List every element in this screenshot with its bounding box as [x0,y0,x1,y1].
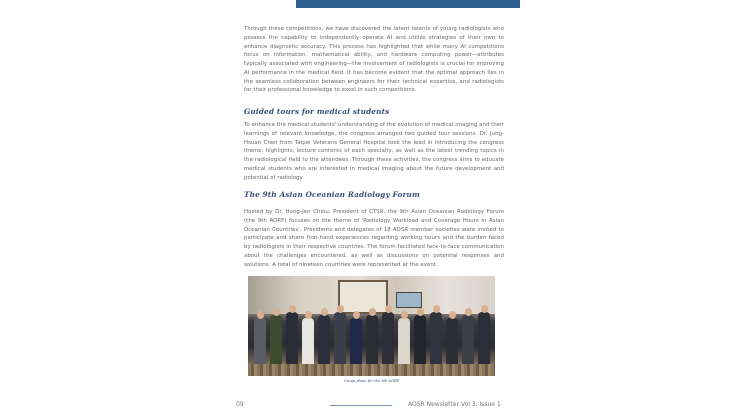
photo-person-head [321,308,328,316]
photo-person [350,318,362,368]
photo-person-head [289,305,296,313]
photo-person-head [353,311,360,319]
photo-person-head [401,311,408,319]
photo-person-head [465,308,472,316]
photo-person [462,315,474,368]
photo-person-head [337,305,344,313]
aorf-heading: The 9th Asian Oceanian Radiology Forum [244,190,420,199]
photo-screen [396,292,422,308]
photo-caption: Group photo for the 9th AORF [343,379,400,383]
photo-person [302,318,314,368]
photo-person-head [417,308,424,316]
aorf-paragraph: Hosted by Dr. Hong-Jen Chiou, President of CTSR, the 9th Asian Oceanian Radiology Forum (the 9th AORF) focuses on the theme of 'Radiology Workload and Coverage Hours in Asian Oceanian Countries'. Presidents and delegates of 18 AOSR member societies were invited to participate and share first-hand experiences regarding working hours and the burden faced by radiologists in their respective countries. The forum facilitated face-to-face communication about the challenges encountered, as well as discussions on potential responses and solutions. A total of nineteen countries were represented at the event. [244,209,504,268]
competitions-paragraph: Through these competitions, we have discovered the latent talents of young radiologists who possess the capability to independently operate AI and utilize strategies of their own to enhance diagnostic accuracy. This process has highlighted that while many AI competitions focus on information, mathematical ability, and hardware computing power—attributes typically associated with engineering—the involvement of radiologists is crucial for improving AI performance in the medical field. It has become evident that the optimal approach lies in the seamless collaboration between engineers for their technical expertise, and radiologists for their professional knowledge to excel in such competitions. [244,26,504,94]
photo-person-head [273,308,280,316]
photo-person [318,315,330,368]
photo-person [414,315,426,368]
page-number: 09 [236,401,244,408]
guided-tours-heading: Guided tours for medical students [244,107,390,116]
photo-person [430,312,442,368]
header-bar [296,0,520,8]
photo-person-head [449,311,456,319]
photo-person [334,312,346,368]
photo-person-head [385,305,392,313]
photo-person-head [305,311,312,319]
photo-person [398,318,410,368]
photo-person [478,312,490,368]
photo-person [254,318,266,368]
publication-title: AOSR Newsletter Vol 3, Issue 1 [408,401,501,408]
photo-person-head [481,305,488,313]
photo-carpet [248,364,495,376]
photo-person-head [369,308,376,316]
photo-person [286,312,298,368]
photo-doorway [338,280,388,314]
photo-person [270,315,282,368]
photo-person-head [433,305,440,313]
group-photo [248,276,495,376]
photo-person [382,312,394,368]
photo-person-head [257,311,264,319]
photo-person [446,318,458,368]
footer-divider [330,405,392,406]
guided-tours-paragraph: To enhance the medical students' understanding of the evolution of medical imaging and their learnings of relevant knowledge, the congress arranged two guided tour sessions. Dr. Jung-Hsuan Chen from Taipei Veterans General Hospital took the lead in introducing the congress theme, highlights, lecture contents of each specialty, as well as the latest trending topics in the radiological field to the attendees. Through these activities, the congress aims to educate medical students who are interested in medical imaging about the future development and potential of radiology. [244,122,504,181]
photo-person [366,315,378,368]
